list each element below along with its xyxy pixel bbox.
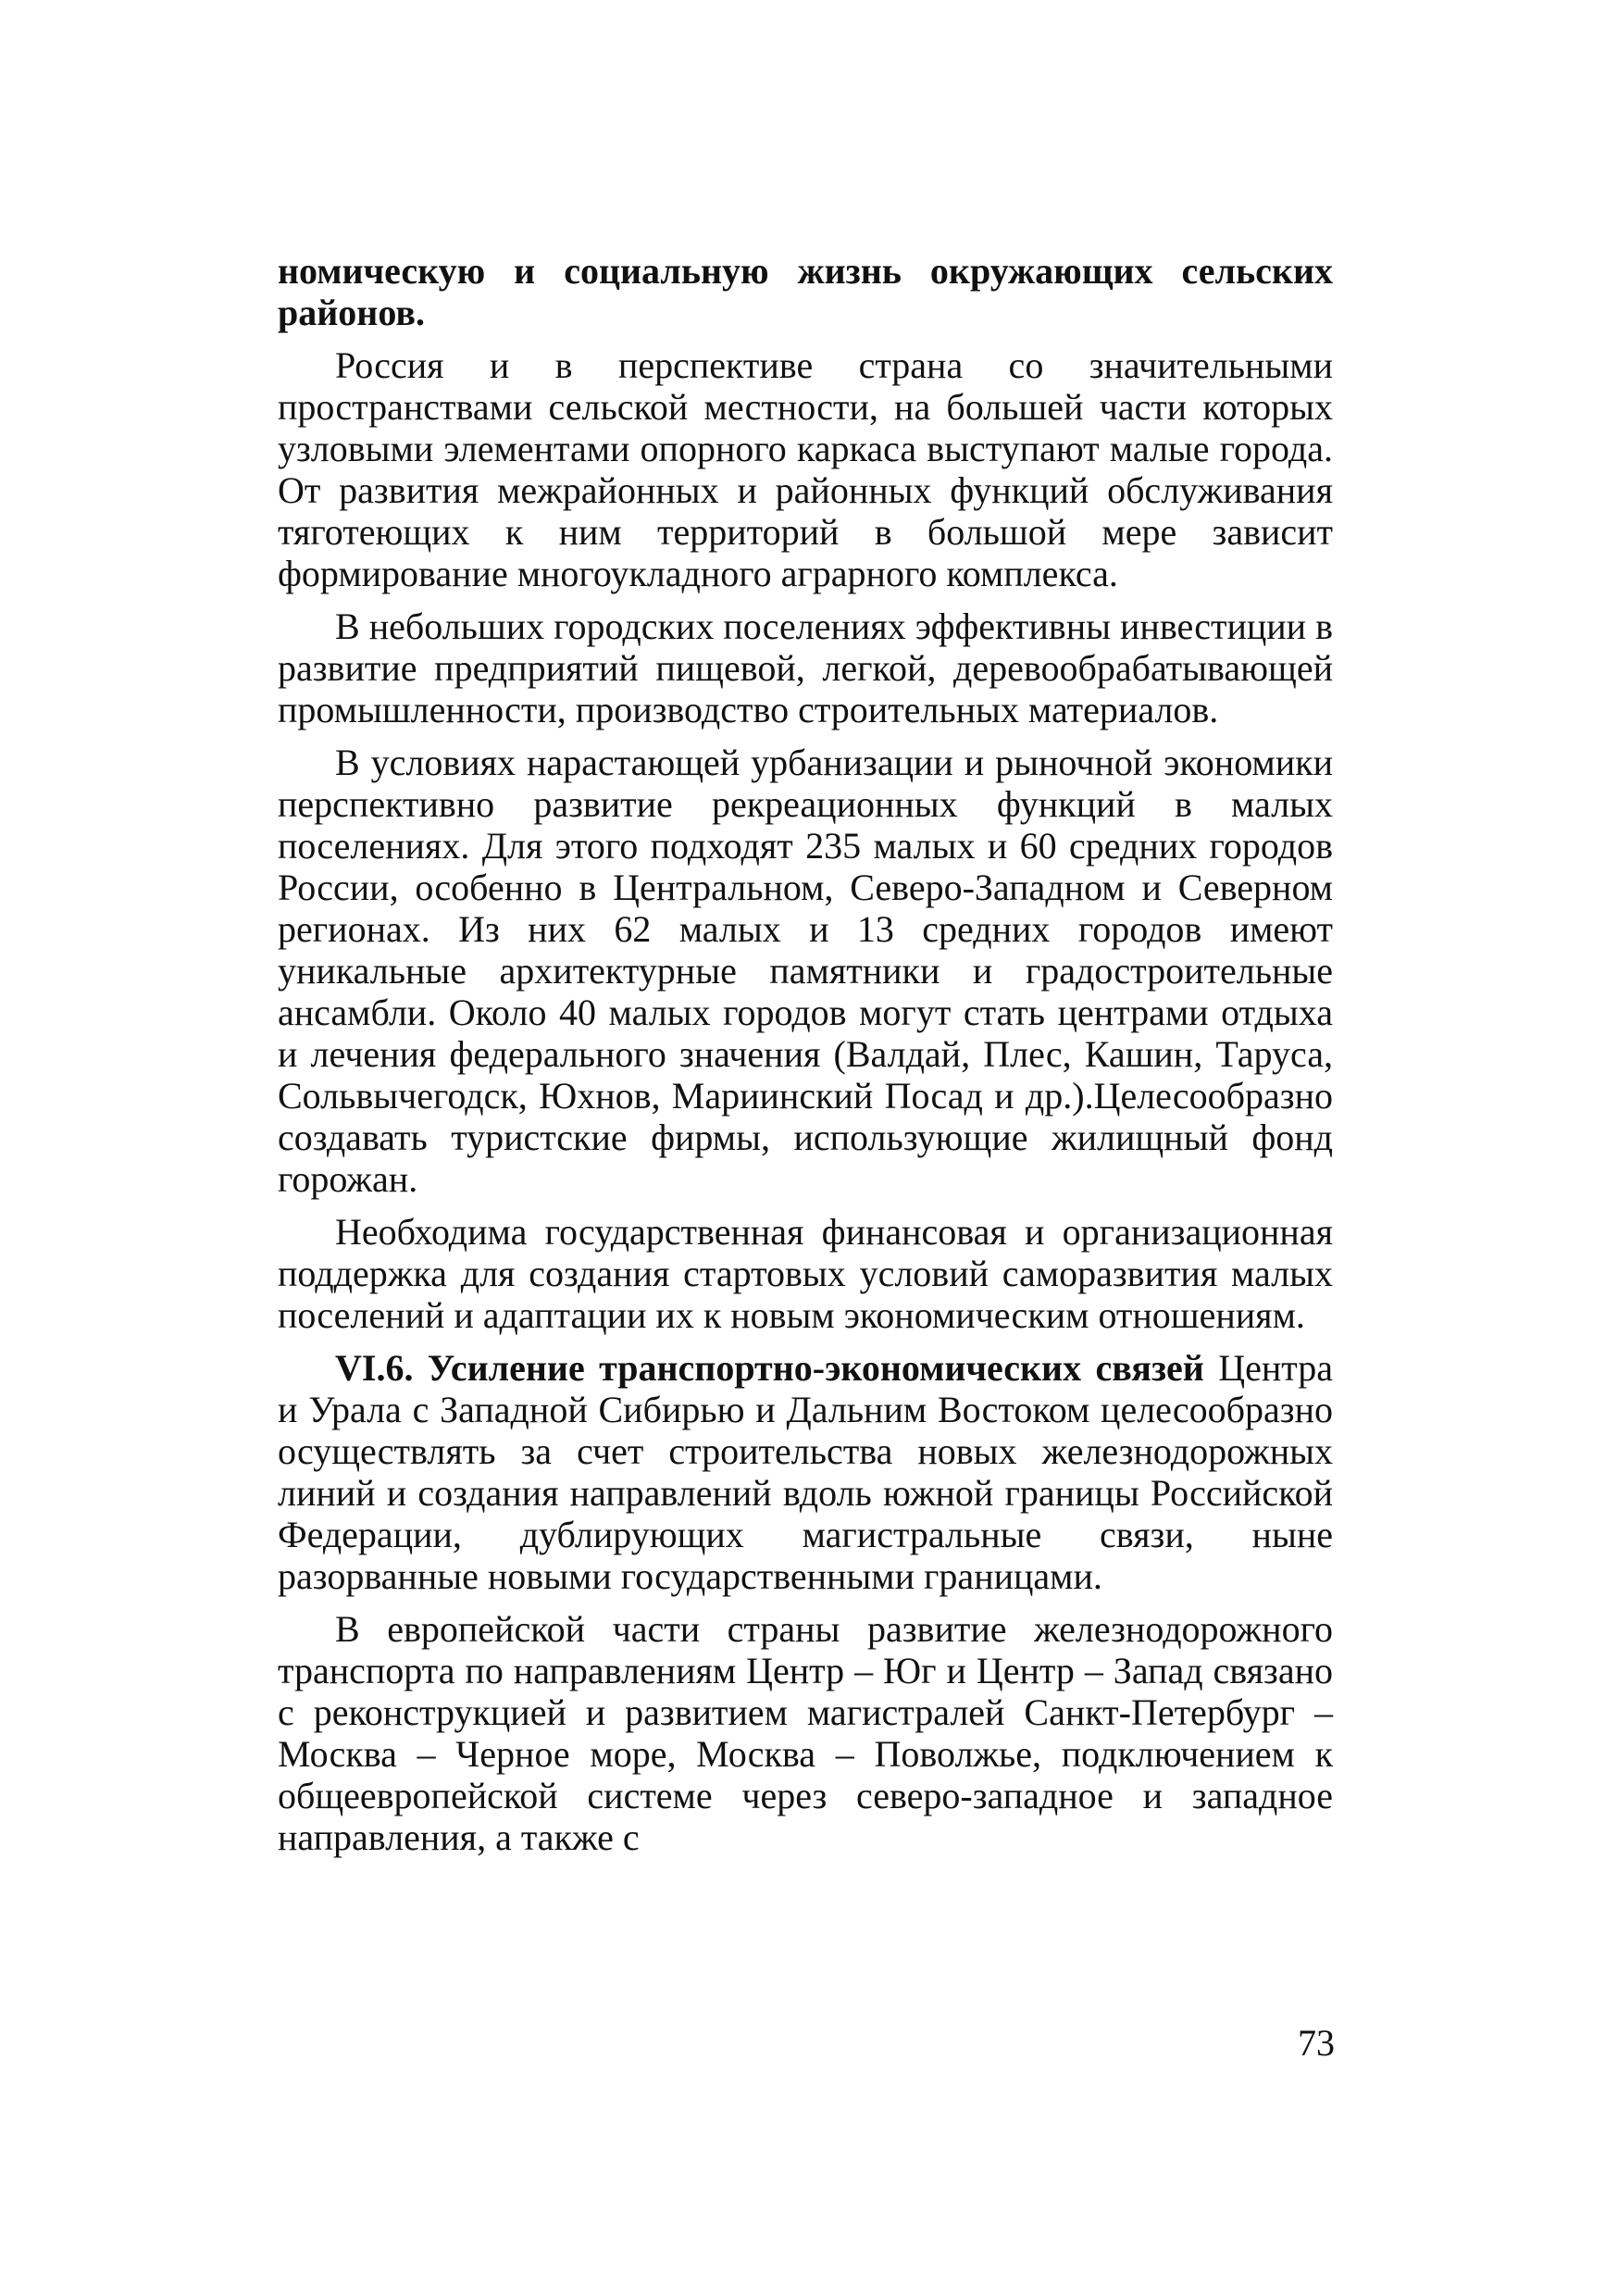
paragraph-text: Необходима государственная финансовая и организационная поддержка для создания стартовых условий саморазвития малых поселений и адаптации их к новым экономическим отношениям. [278, 1211, 1333, 1336]
section-heading: VI.6. Усиление транспортно-экономических связей [335, 1347, 1204, 1389]
paragraph [278, 344, 1333, 594]
body-text [278, 250, 1333, 1869]
paragraph-text: В условиях нарастающей урбанизации и рыночной экономики перспективно развитие рекреационных функций в малых поселениях. Для этого подходят 235 малых и 60 средних городов России, особенно в Центральном, Северо-Западном и Северном регионах. Из них 62 малых и 13 средних городов имеют уникальные архитектурные памятники и градостроительные ансамбли. Около 40 малых городов могут стать центрами отдыха и лечения федерального значения (Валдай, Плес, Кашин, Таруса, Сольвычегодск, Юхнов, Мариинский Посад и др.).Целесообразно создавать туристские фирмы, использующие жилищный фонд горожан. [278, 742, 1333, 1200]
paragraph [278, 742, 1333, 1200]
page-number: 73 [1298, 2022, 1335, 2064]
paragraph-text: Россия и в перспективе страна со значительными пространствами сельской местности, на большей части которых узловыми элементами опорного каркаса выступают малые города. От развития межрайонных и районных функций обслуживания тяготеющих к ним территорий в большой мере зависит формирование многоукладного аграрного комплекса. [278, 344, 1333, 594]
paragraph-text: В европейской части страны развитие железнодорожного транспорта по направлениям Центр – Юг и Центр – Запад связано с реконструкцией и развитием магистралей Санкт-Петербург – Москва – Черное море, Москва – Поволжье, подключением к общеевропейской системе через северо-западное и западное направления, а также с [278, 1608, 1333, 1858]
paragraph-text: Центра и Урала с Западной Сибирью и Дальним Востоком целесообразно осуществлять за счет строительства новых железнодорожных линий и создания направлений вдоль южной границы Российской Федерации, дублирующих магистральные связи, ныне разорванные новыми государственными границами. [278, 1347, 1333, 1597]
paragraph [278, 605, 1333, 730]
bold-lead-text: номическую и социальную жизнь окружающих сельских районов. [278, 250, 1333, 333]
section-paragraph [278, 1347, 1333, 1597]
paragraph [278, 1211, 1333, 1336]
paragraph-text: В небольших городских поселениях эффективны инвестиции в развитие предприятий пищевой, легкой, деревообрабатывающей промышленности, производство строительных материалов. [278, 605, 1333, 730]
paragraph-continuation [278, 250, 1333, 333]
paragraph [278, 1608, 1333, 1858]
